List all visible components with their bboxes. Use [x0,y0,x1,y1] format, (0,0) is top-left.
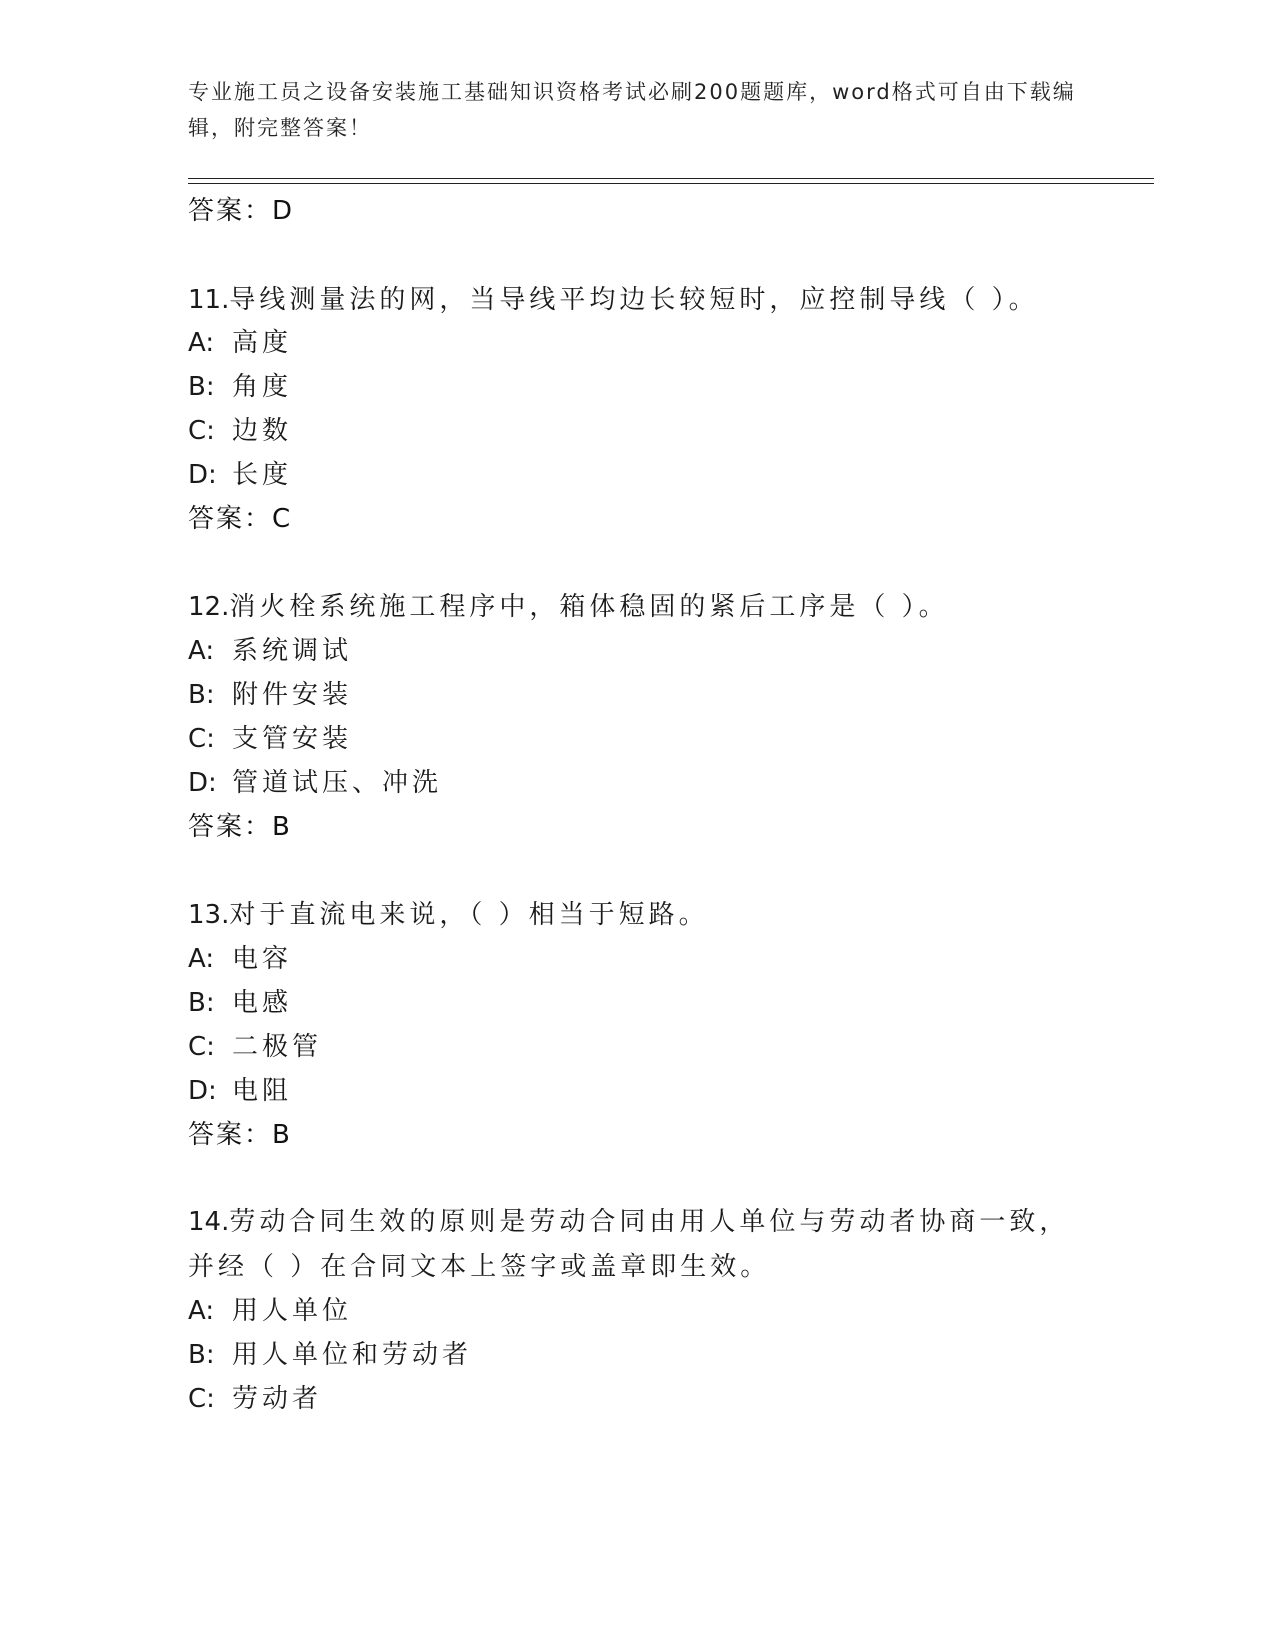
question-number: 12. [188,592,230,622]
option-12-d [188,768,442,798]
header-rule-bottom [188,183,1154,184]
answer-q11: 答案：C [188,504,293,534]
header-rule-top [188,178,1154,179]
option-text: 边数 [232,416,293,446]
option-14-b [188,1340,472,1370]
option-text: 电感 [232,988,293,1018]
question-number: 14. [188,1207,230,1237]
option-letter: D: [188,1076,217,1106]
question-text: 导线测量法的网，当导线平均边长较短时，应控制导线（ ）。 [229,285,1039,315]
option-text: 电阻 [232,1076,293,1106]
option-text: 系统调试 [232,636,353,666]
answer-q12: 答案：B [188,812,292,842]
question-12 [188,585,1088,630]
option-12-b [188,680,352,710]
question-text: 对于直流电来说，（ ）相当于短路。 [229,900,709,930]
question-number: 13. [188,900,230,930]
option-11-c [188,416,292,446]
answer-q13: 答案：B [188,1120,292,1150]
option-text: 劳动者 [232,1384,323,1414]
option-text: 附件安装 [232,680,353,710]
option-13-b [188,988,292,1018]
option-13-d [188,1076,292,1106]
question-11 [188,278,1088,323]
option-11-d [188,460,292,490]
option-11-b [188,372,292,402]
option-13-a [188,944,292,974]
option-letter: D: [188,460,217,490]
option-text: 长度 [232,460,293,490]
question-number: 11. [188,285,230,315]
question-text: 消火栓系统施工程序中，箱体稳固的紧后工序是（ ）。 [229,592,949,622]
option-letter: B: [188,988,215,1018]
document-header: 专业施工员之设备安装施工基础知识资格考试必刷200题题库，word格式可自由下载编辑，附完整答案！ [188,80,1076,140]
option-letter: C: [188,1032,215,1062]
option-letter: A: [188,944,215,974]
option-text: 角度 [232,372,293,402]
option-text: 支管安装 [232,724,353,754]
option-11-a [188,328,292,358]
option-letter: A: [188,328,215,358]
option-letter: B: [188,1340,215,1370]
question-14 [188,1200,1088,1290]
option-letter: D: [188,768,217,798]
option-letter: B: [188,372,215,402]
question-13 [188,893,1088,938]
option-letter: C: [188,1384,215,1414]
option-text: 二极管 [232,1032,323,1062]
option-letter: A: [188,1296,215,1326]
option-text: 高度 [232,328,293,358]
option-letter: A: [188,636,215,666]
option-13-c [188,1032,322,1062]
option-12-a [188,636,352,666]
option-letter: C: [188,724,215,754]
option-text: 管道试压、冲洗 [232,768,443,798]
option-12-c [188,724,352,754]
option-14-c [188,1384,322,1414]
option-letter: C: [188,416,215,446]
option-letter: B: [188,680,215,710]
option-text: 用人单位和劳动者 [232,1340,473,1370]
option-text: 电容 [232,944,293,974]
option-text: 用人单位 [232,1296,353,1326]
option-14-a [188,1296,352,1326]
answer-q10: 答案：D [188,196,295,226]
question-text: 劳动合同生效的原则是劳动合同由用人单位与劳动者协商一致，并经（ ）在合同文本上签字或盖章即生效。 [188,1207,1070,1282]
